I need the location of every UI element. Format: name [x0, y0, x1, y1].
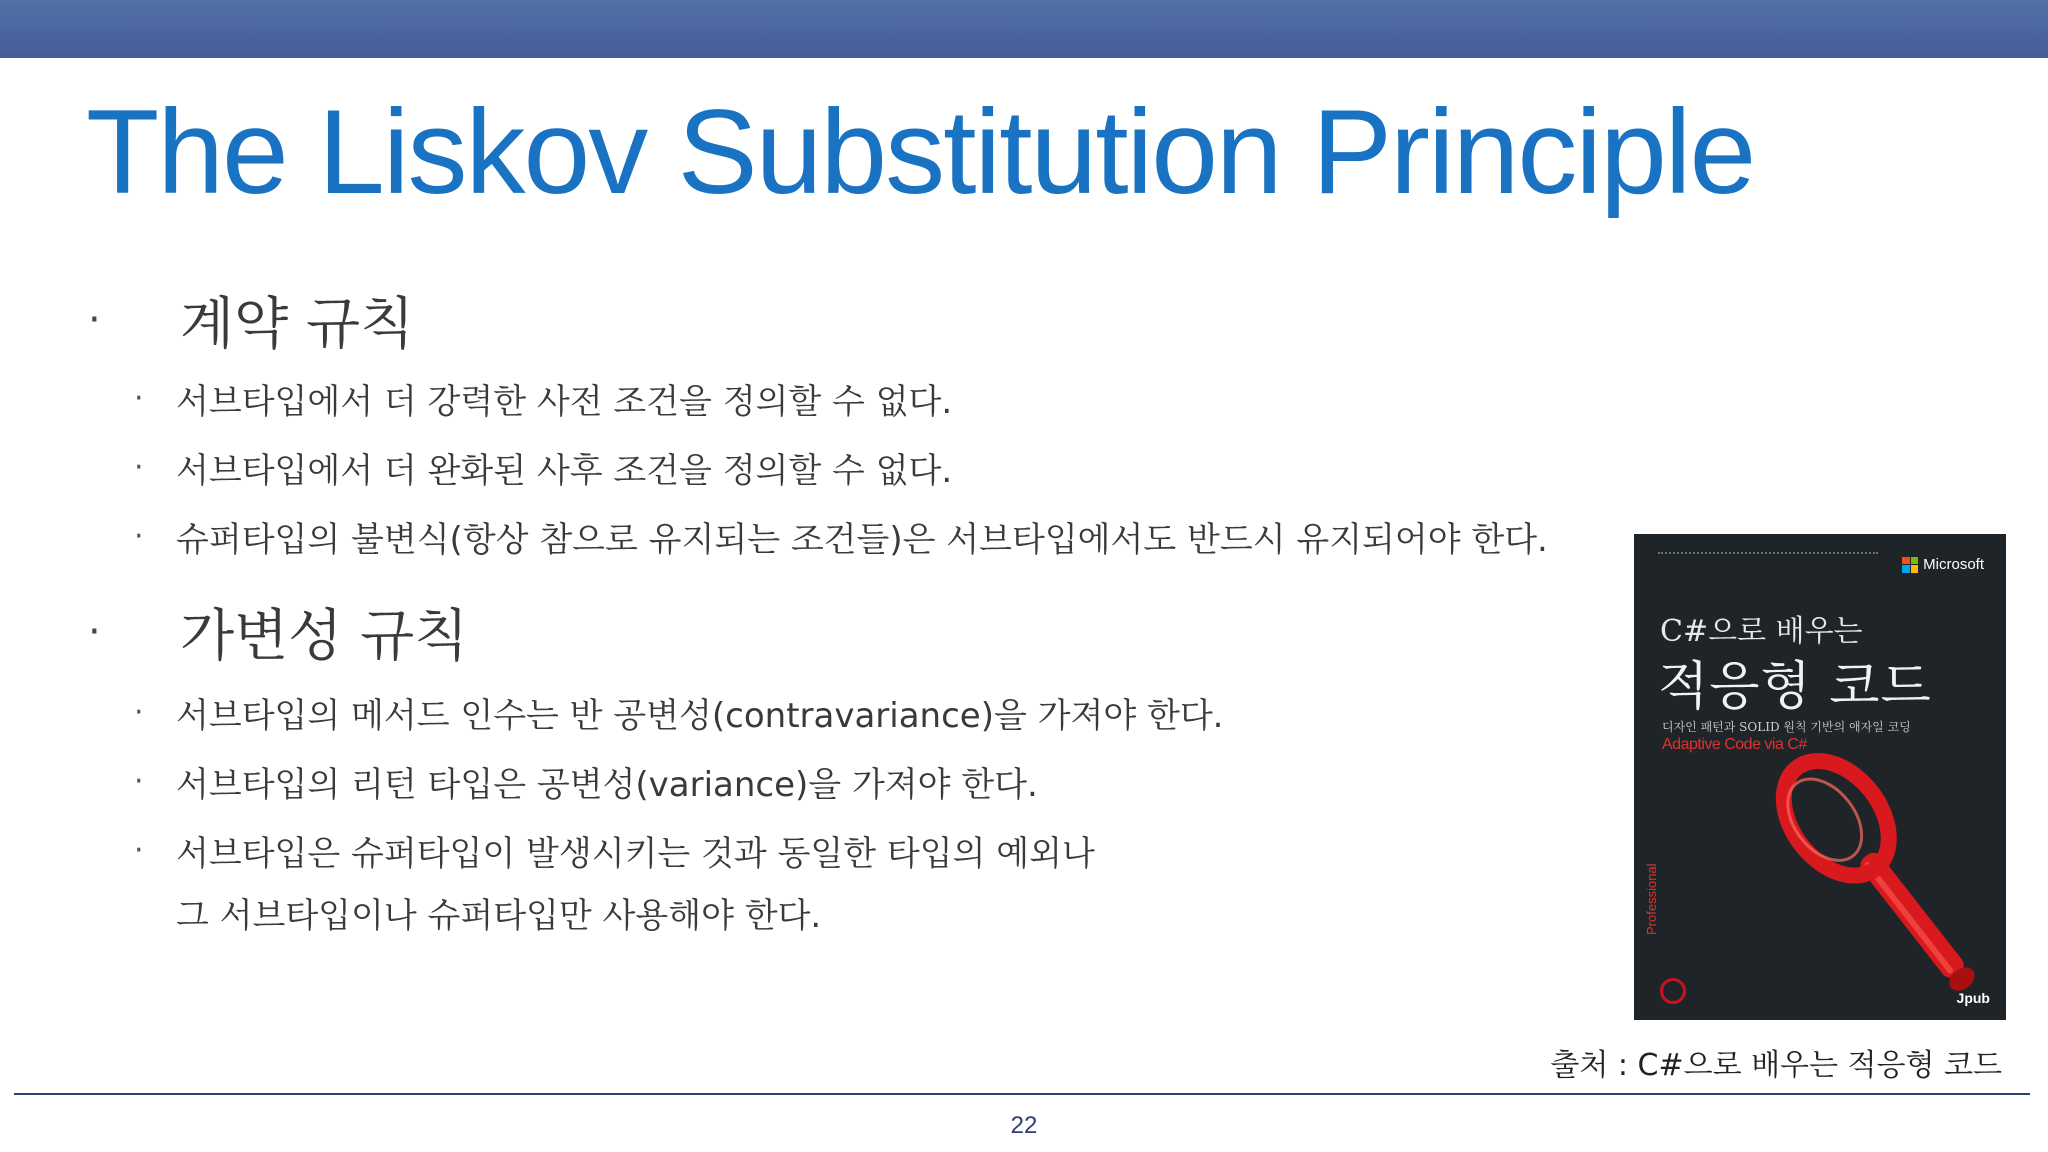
- list-item-text: 서브타입의 메서드 인수는 반 공변성(contravariance)을 가져야 한다.: [176, 696, 1224, 736]
- list-item-text: 슈퍼타입의 불변식(항상 참으로 유지되는 조건들)은 서브타입에서도 반드시 유지되어야 한다.: [176, 520, 1548, 560]
- bullet-icon: ·: [134, 450, 144, 485]
- book-title-line1: C#으로 배우는: [1660, 614, 1863, 649]
- list-item-text: 서브타입에서 더 완화된 사후 조건을 정의할 수 없다.: [176, 451, 953, 491]
- list-item-text: 서브타입의 리턴 타입은 공변성(variance)을 가져야 한다.: [176, 765, 1038, 805]
- book-title-line2: 적응형 코드: [1658, 657, 1932, 717]
- list-item-text: 서브타입은 슈퍼타입이 발생시키는 것과 동일한 타입의 예외나: [176, 834, 1095, 874]
- section-heading-text: 계약 규칙: [180, 292, 415, 357]
- list-item: [134, 757, 1038, 806]
- image-source-caption: 출처 : C#으로 배우는 적응형 코드: [1550, 1048, 2002, 1083]
- list-item: [134, 688, 1223, 737]
- page-number: 22: [1010, 1112, 1038, 1139]
- list-item: [134, 374, 952, 423]
- section-heading-text: 가변성 규칙: [180, 604, 469, 669]
- book-subtitle-english: Adaptive Code via C#: [1662, 736, 1807, 753]
- book-cover-image: [1634, 534, 2006, 1020]
- series-circle-icon: [1660, 978, 1686, 1004]
- slide-title: The Liskov Substitution Principle: [86, 85, 1755, 219]
- bullet-icon: ·: [134, 764, 144, 799]
- bullet-icon: ·: [134, 381, 144, 416]
- list-item: [134, 512, 1548, 561]
- book-subtitle-korean: 디자인 패턴과 SOLID 원칙 기반의 애자일 코딩: [1662, 720, 1911, 734]
- book-brand: Microsoft: [1923, 556, 1984, 573]
- bullet-icon: ·: [134, 695, 144, 730]
- list-item: [134, 826, 1095, 875]
- footer-divider: [14, 1093, 2030, 1095]
- publisher-logo: Jpub: [1956, 990, 1990, 1006]
- book-series-label: Professional: [1644, 863, 1659, 935]
- bullet-icon: ·: [134, 519, 144, 554]
- red-tool-illustration: [1634, 534, 2006, 1020]
- bullet-icon: ·: [88, 297, 101, 343]
- list-item-continuation: 그 서브타입이나 슈퍼타입만 사용해야 한다.: [176, 896, 822, 936]
- section-heading-variance: [88, 592, 468, 672]
- bullet-icon: ·: [88, 609, 101, 655]
- section-heading-contract: [88, 280, 414, 360]
- bullet-icon: ·: [134, 833, 144, 868]
- list-item-text: 서브타입에서 더 강력한 사전 조건을 정의할 수 없다.: [176, 382, 953, 422]
- list-item: [134, 443, 952, 492]
